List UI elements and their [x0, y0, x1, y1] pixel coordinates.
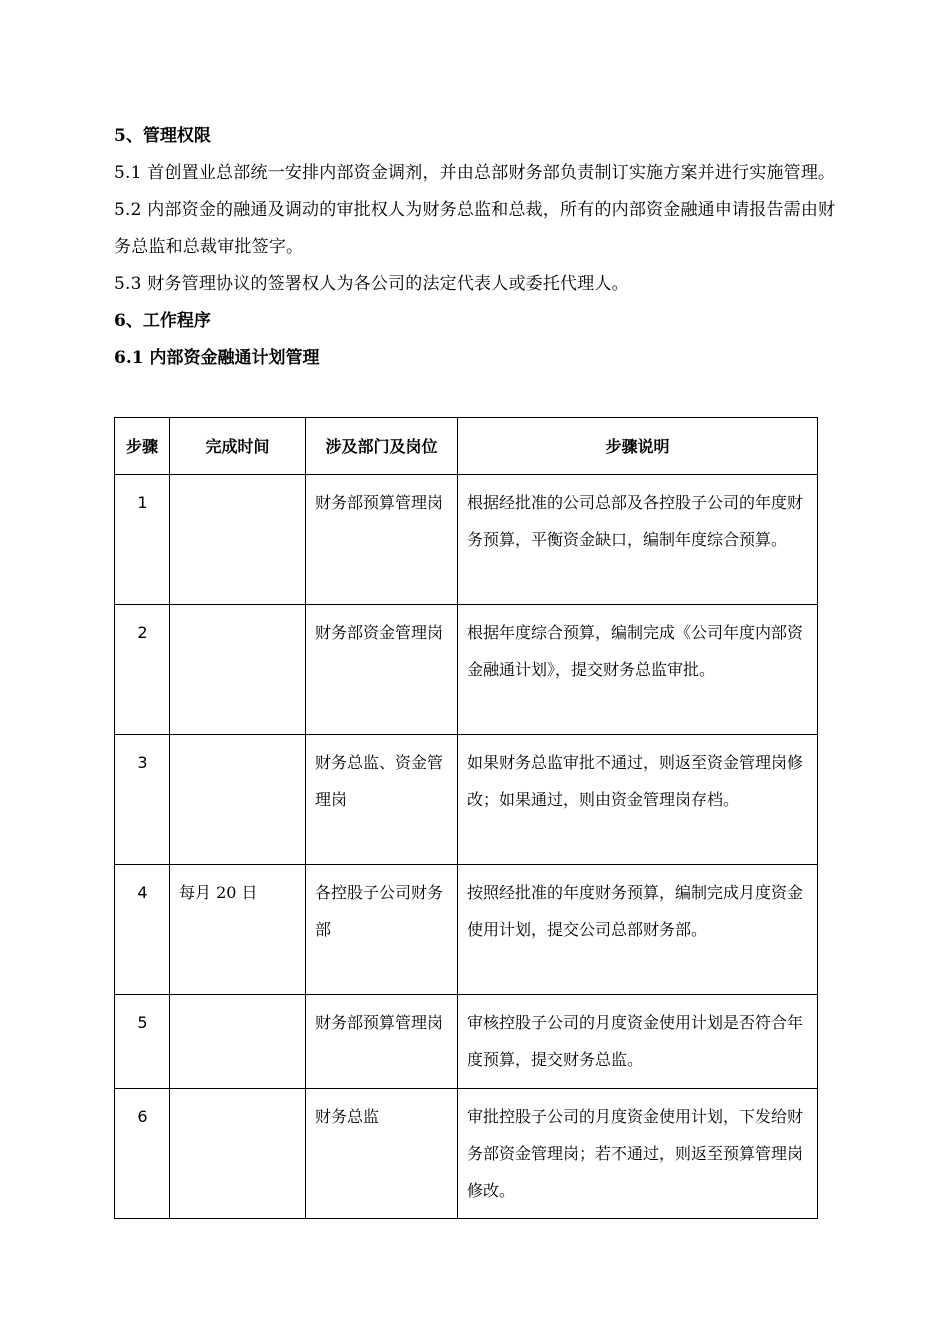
header-time: 完成时间	[170, 418, 306, 475]
cell-desc: 根据经批准的公司总部及各控股子公司的年度财务预算，平衡资金缺口，编制年度综合预算。	[458, 475, 818, 605]
cell-desc: 审批控股子公司的月度资金使用计划，下发给财务部资金管理岗；若不通过，则返至预算管理岗修改。	[458, 1089, 818, 1219]
header-step: 步骤	[115, 418, 170, 475]
cell-desc: 按照经批准的年度财务预算，编制完成月度资金使用计划，提交公司总部财务部。	[458, 865, 818, 995]
cell-time	[170, 605, 306, 735]
cell-step: 1	[115, 475, 170, 605]
document-body	[114, 118, 838, 377]
cell-dept: 财务部预算管理岗	[306, 475, 458, 605]
section-6-1-heading: 6.1 内部资金融通计划管理	[114, 348, 320, 368]
cell-dept: 各控股子公司财务部	[306, 865, 458, 995]
cell-step: 3	[115, 735, 170, 865]
header-dept: 涉及部门及岗位	[306, 418, 458, 475]
section-5-heading: 5、管理权限	[114, 126, 211, 146]
table-row	[115, 865, 818, 995]
cell-step: 4	[115, 865, 170, 995]
cell-desc: 根据年度综合预算，编制完成《公司年度内部资金融通计划》，提交财务总监审批。	[458, 605, 818, 735]
cell-dept: 财务总监、资金管理岗	[306, 735, 458, 865]
header-desc: 步骤说明	[458, 418, 818, 475]
table-row	[115, 605, 818, 735]
cell-step: 6	[115, 1089, 170, 1219]
cell-time	[170, 475, 306, 605]
cell-step: 2	[115, 605, 170, 735]
cell-dept: 财务部预算管理岗	[306, 995, 458, 1089]
cell-time	[170, 995, 306, 1089]
table-row	[115, 995, 818, 1089]
cell-time	[170, 1089, 306, 1219]
cell-desc: 审核控股子公司的月度资金使用计划是否符合年度预算，提交财务总监。	[458, 995, 818, 1089]
paragraph-5-1: 5.1 首创置业总部统一安排内部资金调剂，并由总部财务部负责制订实施方案并进行实施管理。	[114, 163, 836, 183]
table-row	[115, 1089, 818, 1219]
table-row	[115, 735, 818, 865]
procedure-table	[114, 417, 818, 1219]
cell-dept: 财务部资金管理岗	[306, 605, 458, 735]
section-6-heading: 6、工作程序	[114, 311, 211, 331]
cell-time	[170, 735, 306, 865]
table-header-row	[115, 418, 818, 475]
cell-time: 每月 20 日	[170, 865, 306, 995]
cell-dept: 财务总监	[306, 1089, 458, 1219]
cell-step: 5	[115, 995, 170, 1089]
table-row	[115, 475, 818, 605]
cell-desc: 如果财务总监审批不通过，则返至资金管理岗修改；如果通过，则由资金管理岗存档。	[458, 735, 818, 865]
paragraph-5-2: 5.2 内部资金的融通及调动的审批权人为财务总监和总裁，所有的内部资金融通申请报告需由财务总监和总裁审批签字。	[114, 200, 836, 257]
paragraph-5-3: 5.3 财务管理协议的签署权人为各公司的法定代表人或委托代理人。	[114, 274, 629, 294]
